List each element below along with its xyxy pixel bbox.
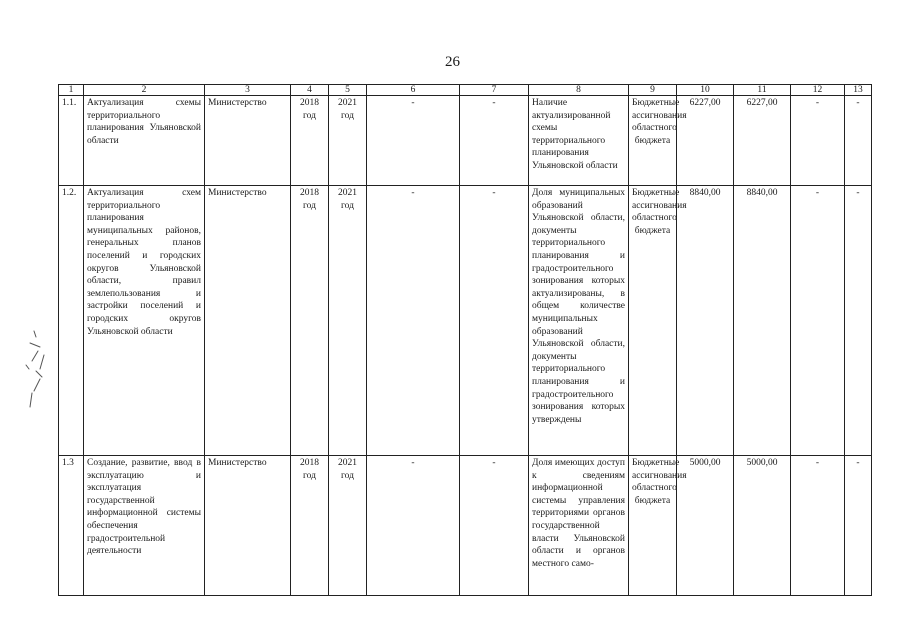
executor: Министерство (205, 96, 291, 186)
column-header: 5 (329, 85, 367, 96)
cell-col7: - (460, 96, 529, 186)
cell-col12: - (791, 456, 845, 596)
amount-total: 6227,00 (677, 96, 734, 186)
cell-col7: - (460, 186, 529, 456)
cell-col13: - (845, 96, 872, 186)
column-header: 8 (529, 85, 629, 96)
table-row (59, 456, 872, 596)
end-year: 2021 год (329, 186, 367, 456)
amount-total: 8840,00 (677, 186, 734, 456)
start-year: 2018 год (291, 456, 329, 596)
end-year: 2021 год (329, 456, 367, 596)
row-number: 1.2. (59, 186, 84, 456)
indicator: Доля имеющих доступ к сведениям информационной системы управления территориями органов государственной власти Ульяновской области и органов местного само- (529, 456, 629, 596)
cell-col6: - (367, 186, 460, 456)
amount-year: 6227,00 (734, 96, 791, 186)
executor: Министерство (205, 456, 291, 596)
column-header: 13 (845, 85, 872, 96)
column-header: 3 (205, 85, 291, 96)
measure-name: Актуализация схем территориального планирования муниципальных районов, генеральных планов поселений и городских округов Ульяновской области, правил землепользования и застройки поселений и городских округов Ульяновской области (84, 186, 205, 456)
funding-source: Бюджетные ассигнования областного бюджета (629, 186, 677, 456)
table-row (59, 186, 872, 456)
cell-col12: - (791, 186, 845, 456)
column-header: 11 (734, 85, 791, 96)
row-number: 1.3 (59, 456, 84, 596)
row-number: 1.1. (59, 96, 84, 186)
indicator: Доля муниципальных образований Ульяновской области, документы территориального планирования и градостроительного зонирования которых актуализированы, в общем количестве муниципальных образований Ульяновской области, документы территориального планирования и градостроительного зонирования которых утверждены (529, 186, 629, 456)
amount-total: 5000,00 (677, 456, 734, 596)
column-header: 7 (460, 85, 529, 96)
cell-col6: - (367, 96, 460, 186)
cell-col13: - (845, 456, 872, 596)
executor: Министерство (205, 186, 291, 456)
start-year: 2018 год (291, 186, 329, 456)
start-year: 2018 год (291, 96, 329, 186)
column-header: 1 (59, 85, 84, 96)
cell-col12: - (791, 96, 845, 186)
indicator: Наличие актуализированной схемы территориального планирования Ульяновской области (529, 96, 629, 186)
column-header: 6 (367, 85, 460, 96)
measure-name: Актуализация схемы территориального планирования Ульяновской области (84, 96, 205, 186)
measures-table (58, 84, 872, 596)
header-row (59, 85, 872, 96)
table-row (59, 96, 872, 186)
funding-source: Бюджетные ассигнования областного бюджета (629, 96, 677, 186)
page-number: 26 (445, 54, 460, 70)
end-year: 2021 год (329, 96, 367, 186)
column-header: 9 (629, 85, 677, 96)
cell-col7: - (460, 456, 529, 596)
column-header: 10 (677, 85, 734, 96)
amount-year: 8840,00 (734, 186, 791, 456)
funding-source: Бюджетные ассигнования областного бюджета (629, 456, 677, 596)
measure-name: Создание, развитие, ввод в эксплуатацию и эксплуатация государственной информационной системы обеспечения градостроительной деятельности (84, 456, 205, 596)
cell-col13: - (845, 186, 872, 456)
column-header: 4 (291, 85, 329, 96)
amount-year: 5000,00 (734, 456, 791, 596)
column-header: 2 (84, 85, 205, 96)
column-header: 12 (791, 85, 845, 96)
cell-col6: - (367, 456, 460, 596)
margin-handwriting-mark (20, 325, 54, 415)
